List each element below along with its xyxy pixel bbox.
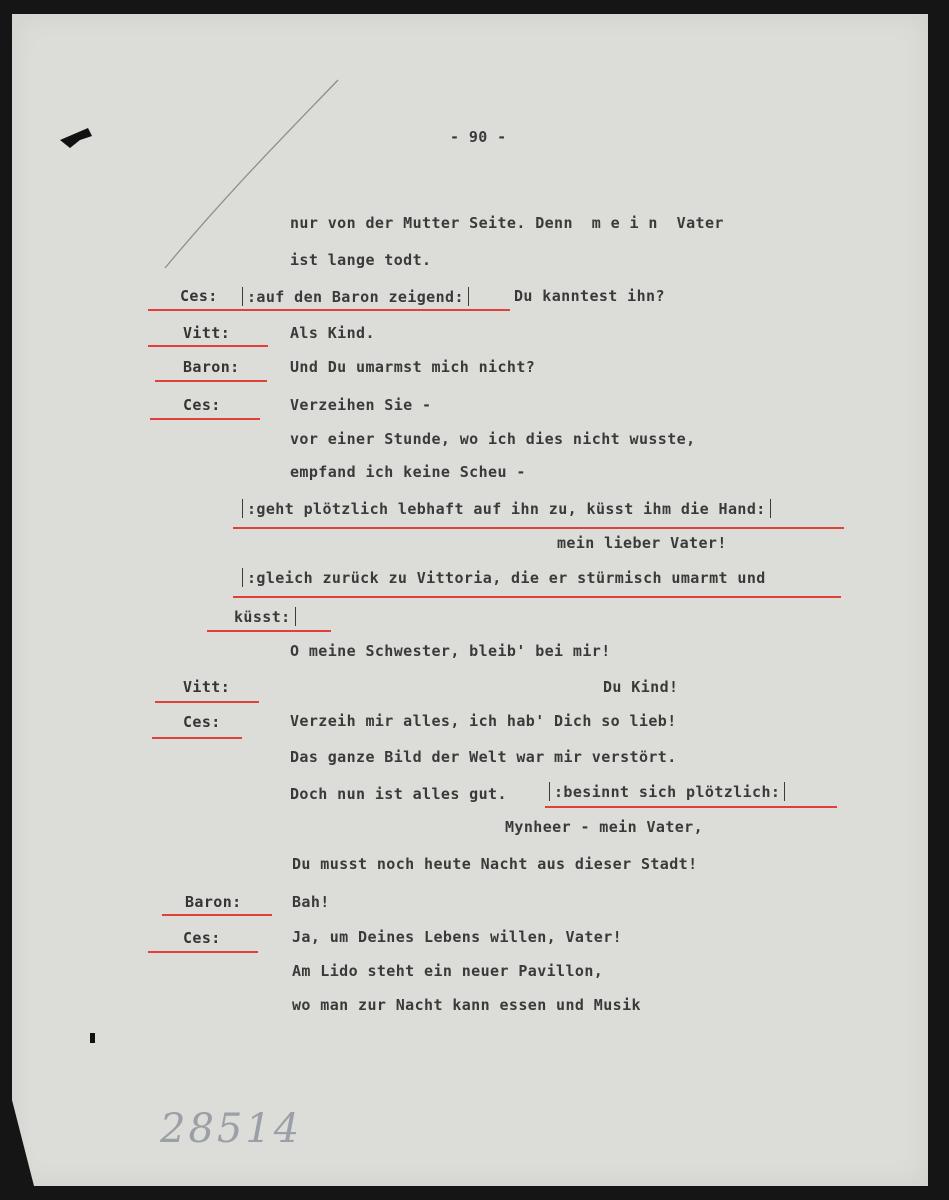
stage-direction xyxy=(234,607,300,626)
archive-number-stamp: 28514 xyxy=(160,1106,303,1152)
speaker-label: Baron: xyxy=(183,358,240,376)
speaker-label: Ces: xyxy=(183,396,221,414)
dialogue-line: Du Kind! xyxy=(603,678,679,696)
red-underline xyxy=(233,527,844,529)
ink-dot xyxy=(90,1033,95,1043)
dialogue-line: Verzeihen Sie - xyxy=(290,396,432,414)
dialogue-line: Am Lido steht ein neuer Pavillon, xyxy=(292,962,604,980)
dialogue-line: mein lieber Vater! xyxy=(557,534,727,552)
red-underline xyxy=(152,737,242,739)
dialogue-line: Verzeih mir alles, ich hab' Dich so lieb! xyxy=(290,712,677,730)
red-underline xyxy=(155,380,267,382)
page-number: - 90 - xyxy=(450,128,507,146)
red-underline xyxy=(207,630,331,632)
dialogue-line: Mynheer - mein Vater, xyxy=(505,818,704,836)
speaker-label: Vitt: xyxy=(183,678,231,696)
dialogue-line: vor einer Stunde, wo ich dies nicht wusste, xyxy=(290,430,696,448)
speaker-label: Ces: xyxy=(183,713,221,731)
stage-direction-text: :geht plötzlich lebhaft auf ihn zu, küsst ihm die Hand: xyxy=(247,500,766,518)
dialogue-line: Das ganze Bild der Welt war mir verstört. xyxy=(290,748,677,766)
stage-direction xyxy=(238,499,775,518)
speaker-label: Baron: xyxy=(185,893,242,911)
dialogue-line: empfand ich keine Scheu - xyxy=(290,463,526,481)
red-underline xyxy=(545,806,837,808)
dialogue-line: Und Du umarmst mich nicht? xyxy=(290,358,536,376)
red-underline xyxy=(162,914,272,916)
stage-direction xyxy=(545,782,789,801)
dialogue-line: Ja, um Deines Lebens willen, Vater! xyxy=(292,928,623,946)
red-underline xyxy=(155,701,259,703)
dialogue-line: Du musst noch heute Nacht aus dieser Stadt! xyxy=(292,855,698,873)
dialogue-line: ist lange todt. xyxy=(290,251,432,269)
dialogue-line: Doch nun ist alles gut. xyxy=(290,785,507,803)
stage-direction-text: :besinnt sich plötzlich: xyxy=(554,783,781,801)
stage-direction-text: küsst: xyxy=(234,608,291,626)
pointing-hand-mark xyxy=(58,126,98,152)
dialogue-line: Als Kind. xyxy=(290,324,375,342)
stage-direction xyxy=(238,568,766,587)
speaker-label: Ces: xyxy=(180,287,218,305)
dialogue-line: nur von der Mutter Seite. Denn m e i n Vater xyxy=(290,214,724,232)
stage-direction-text: :auf den Baron zeigend: xyxy=(247,288,464,306)
dialogue-line: O meine Schwester, bleib' bei mir! xyxy=(290,642,611,660)
speaker-label: Ces: xyxy=(183,929,221,947)
red-underline xyxy=(148,309,510,311)
dialogue-line: Bah! xyxy=(292,893,330,911)
dialogue-line: wo man zur Nacht kann essen und Musik xyxy=(292,996,641,1014)
red-underline xyxy=(233,596,841,598)
dialogue-line: Du kanntest ihn? xyxy=(514,287,665,305)
speaker-label: Vitt: xyxy=(183,324,231,342)
stage-direction xyxy=(238,287,473,306)
stage-direction-text: :gleich zurück zu Vittoria, die er stürmisch umarmt und xyxy=(247,569,766,587)
red-underline xyxy=(148,951,258,953)
red-underline xyxy=(148,345,268,347)
red-underline xyxy=(150,418,260,420)
